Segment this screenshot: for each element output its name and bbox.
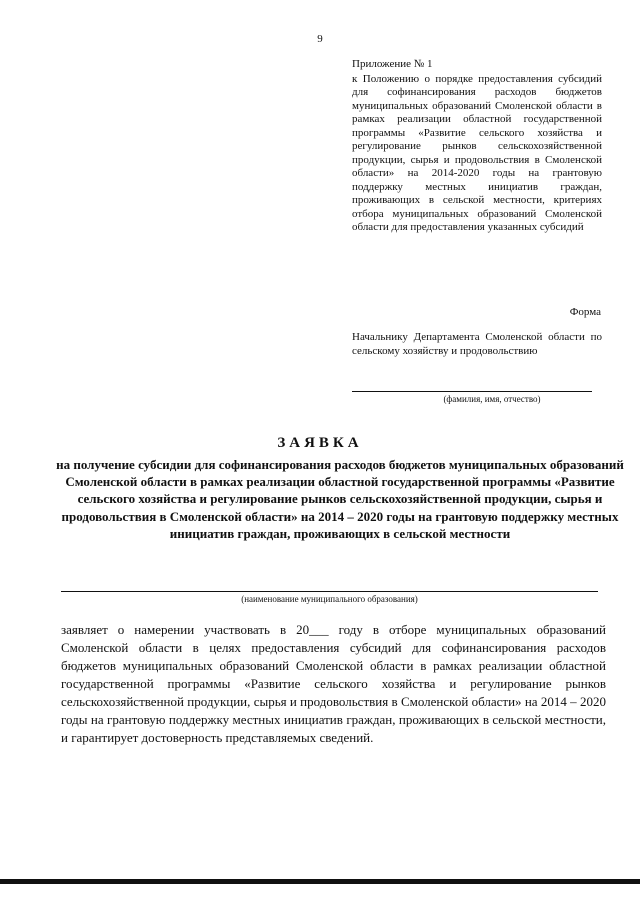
municipality-line: [61, 591, 598, 592]
appendix-text: к Положению о порядке предоставления субсидий для софинансирования расходов бюджетов муниципальных образований Смоленской области в рамках реализации областной государственной программы «Развитие сельского хозяйства и регулирование рынков сельскохозяйственной продукции, сырья и продовольствия в Смоленской области» на 2014-2020 годы на грантовую поддержку местных инициатив граждан, проживающих в сельской местности, критериях отбора муниципальных образований Смоленской области для предоставления указанных субсидий: [352, 72, 602, 233]
scan-edge-bar: [0, 879, 640, 884]
appendix-title: Приложение № 1: [352, 58, 433, 70]
form-label: Форма: [569, 306, 601, 318]
document-title: ЗАЯВКА: [277, 435, 363, 451]
page-number: 9: [317, 33, 323, 45]
appendix-block: [352, 58, 602, 235]
body-text: заявляет о намерении участвовать в 20___ году в отборе муниципальных образований Смоленской области в целях предоставления субсидий для софинансирования расходов бюджетов муниципальных образований Смоленской области в рамках реализации областной государственной программы «Развитие сельского хозяйства и регулирование рынков сельскохозяйственной продукции, сырья и продовольствия в Смоленской области» на 2014 – 2020 годы на грантовую поддержку местных инициатив граждан, проживающих в сельской местности, и гарантирует достоверность представляемых сведений.: [61, 622, 606, 745]
addressee: Начальнику Департамента Смоленской области по сельскому хозяйству и продовольствию: [352, 331, 602, 357]
name-caption: (фамилия, имя, отчество): [443, 394, 541, 404]
document-subtitle: на получение субсидии для софинансирования расходов бюджетов муниципальных образований Смоленской области в рамках реализации областной государственной программы «Развитие сельского хозяйства и регулирование рынков сельскохозяйственной продукции, сырья и продовольствия в Смоленской области» на 2014 – 2020 годы на грантовую поддержку местных инициатив граждан, проживающих в сельской местности: [56, 457, 624, 541]
municipality-caption: (наименование муниципального образования): [241, 594, 418, 604]
name-signature-line: [352, 391, 592, 392]
